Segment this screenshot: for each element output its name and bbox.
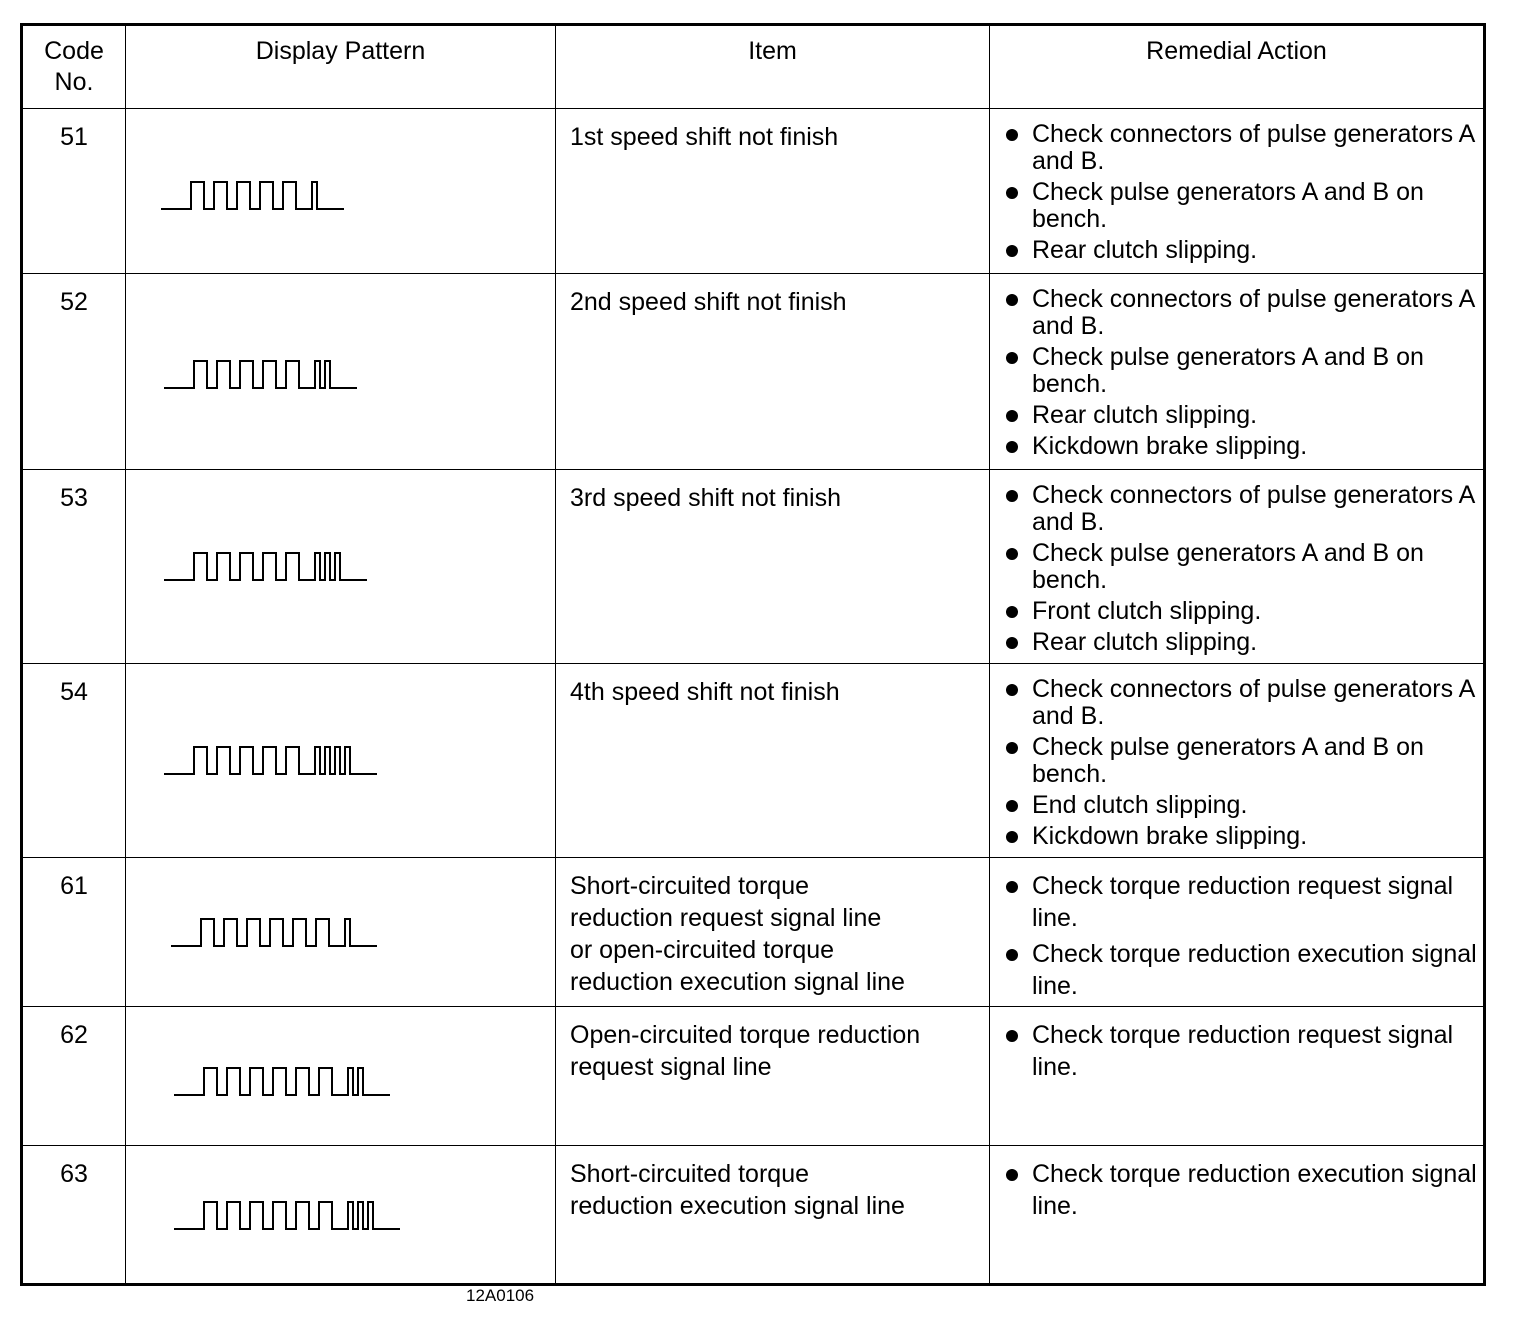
- item-text-line: Open-circuited torque reduction: [570, 1021, 921, 1049]
- code-cell: 52: [22, 274, 126, 470]
- item-text-line: reduction execution signal line: [570, 968, 905, 996]
- remedial-action-item: Check connectors of pulse generators A and B.: [1004, 676, 1477, 730]
- display-pattern-cell: [126, 1007, 556, 1146]
- waveform-line: [161, 182, 344, 209]
- table-row: [22, 274, 1485, 470]
- code-cell: 62: [22, 1007, 126, 1146]
- remedial-action-list: [1004, 482, 1477, 656]
- table-row: [22, 858, 1485, 1007]
- code-cell: 61: [22, 858, 126, 1007]
- table-row: [22, 664, 1485, 858]
- pulse-waveform: [126, 1146, 554, 1281]
- item-text-line: reduction execution signal line: [570, 1192, 905, 1220]
- code-cell: 54: [22, 664, 126, 858]
- remedial-action-item: Check pulse generators A and B on bench.: [1004, 344, 1477, 398]
- remedial-action-item: End clutch slipping.: [1004, 792, 1477, 819]
- item-cell: [556, 274, 990, 470]
- header-code-label: Code No.: [44, 37, 104, 96]
- item-text-line: 4th speed shift not finish: [570, 678, 840, 706]
- item-text-line: reduction request signal line: [570, 904, 882, 932]
- remedial-action-cell: [990, 470, 1485, 664]
- item-text-line: request signal line: [570, 1053, 772, 1081]
- remedial-action-list: [1004, 1019, 1477, 1083]
- item-text-line: 1st speed shift not finish: [570, 123, 839, 151]
- pulse-waveform: [126, 664, 554, 854]
- remedial-action-item: Check connectors of pulse generators A and B.: [1004, 482, 1477, 536]
- remedial-action-item: Check connectors of pulse generators A and B.: [1004, 121, 1477, 175]
- remedial-action-item: Check torque reduction request signal line.: [1004, 1019, 1477, 1083]
- display-pattern-cell: [126, 109, 556, 274]
- waveform-line: [174, 1202, 400, 1229]
- remedial-action-item: Check torque reduction execution signal line.: [1004, 938, 1477, 1002]
- remedial-action-item: Check torque reduction request signal line.: [1004, 870, 1477, 934]
- header-item: Item: [556, 25, 990, 109]
- remedial-action-cell: [990, 1146, 1485, 1285]
- header-pattern: Display Pattern: [126, 25, 556, 109]
- header-code: [22, 25, 126, 109]
- table-row: [22, 470, 1485, 664]
- table-row: [22, 109, 1485, 274]
- item-text-line: or open-circuited torque: [570, 936, 835, 964]
- table-row: [22, 1146, 1485, 1285]
- pulse-waveform: [126, 109, 554, 270]
- item-text-line: 3rd speed shift not finish: [570, 484, 841, 512]
- remedial-action-item: Front clutch slipping.: [1004, 598, 1477, 625]
- table-row: [22, 1007, 1485, 1146]
- remedial-action-cell: [990, 109, 1485, 274]
- item-cell: [556, 1007, 990, 1146]
- table-body: [22, 109, 1485, 1285]
- pulse-waveform: [126, 858, 554, 994]
- remedial-action-item: Check pulse generators A and B on bench.: [1004, 179, 1477, 233]
- display-pattern-cell: [126, 858, 556, 1007]
- item-cell: [556, 109, 990, 274]
- remedial-action-item: Check pulse generators A and B on bench.: [1004, 734, 1477, 788]
- code-cell: 51: [22, 109, 126, 274]
- display-pattern-cell: [126, 664, 556, 858]
- item-text-line: 2nd speed shift not finish: [570, 288, 847, 316]
- diagnostic-code-table: [20, 23, 1486, 1286]
- figure-id: 12A0106: [466, 1286, 535, 1305]
- item-text-line: Short-circuited torque: [570, 872, 810, 900]
- remedial-action-cell: [990, 664, 1485, 858]
- display-pattern-cell: [126, 274, 556, 470]
- remedial-action-cell: [990, 858, 1485, 1007]
- header-action: Remedial Action: [990, 25, 1485, 109]
- code-cell: 53: [22, 470, 126, 664]
- remedial-action-item: Check pulse generators A and B on bench.: [1004, 540, 1477, 594]
- remedial-action-item: Rear clutch slipping.: [1004, 402, 1477, 429]
- pulse-waveform: [126, 470, 554, 660]
- remedial-action-item: Check torque reduction execution signal line.: [1004, 1158, 1477, 1222]
- item-text-line: Short-circuited torque: [570, 1160, 810, 1188]
- table-header-row: [22, 25, 1485, 109]
- remedial-action-item: Kickdown brake slipping.: [1004, 433, 1477, 460]
- remedial-action-list: [1004, 1158, 1477, 1222]
- remedial-action-cell: [990, 1007, 1485, 1146]
- remedial-action-cell: [990, 274, 1485, 470]
- code-cell: 63: [22, 1146, 126, 1285]
- remedial-action-item: Check connectors of pulse generators A and B.: [1004, 286, 1477, 340]
- pulse-waveform: [126, 274, 554, 466]
- item-cell: [556, 664, 990, 858]
- waveform-line: [164, 361, 357, 388]
- waveform-line: [164, 747, 377, 774]
- remedial-action-item: Rear clutch slipping.: [1004, 629, 1477, 656]
- remedial-action-list: [1004, 121, 1477, 264]
- remedial-action-item: Kickdown brake slipping.: [1004, 823, 1477, 850]
- display-pattern-cell: [126, 1146, 556, 1285]
- pulse-waveform: [126, 1007, 554, 1142]
- waveform-line: [164, 553, 367, 580]
- item-cell: [556, 470, 990, 664]
- remedial-action-item: Rear clutch slipping.: [1004, 237, 1477, 264]
- remedial-action-list: [1004, 676, 1477, 850]
- item-cell: [556, 1146, 990, 1285]
- remedial-action-list: [1004, 286, 1477, 460]
- waveform-line: [174, 1068, 390, 1095]
- waveform-line: [171, 919, 377, 946]
- remedial-action-list: [1004, 870, 1477, 1002]
- item-cell: [556, 858, 990, 1007]
- display-pattern-cell: [126, 470, 556, 664]
